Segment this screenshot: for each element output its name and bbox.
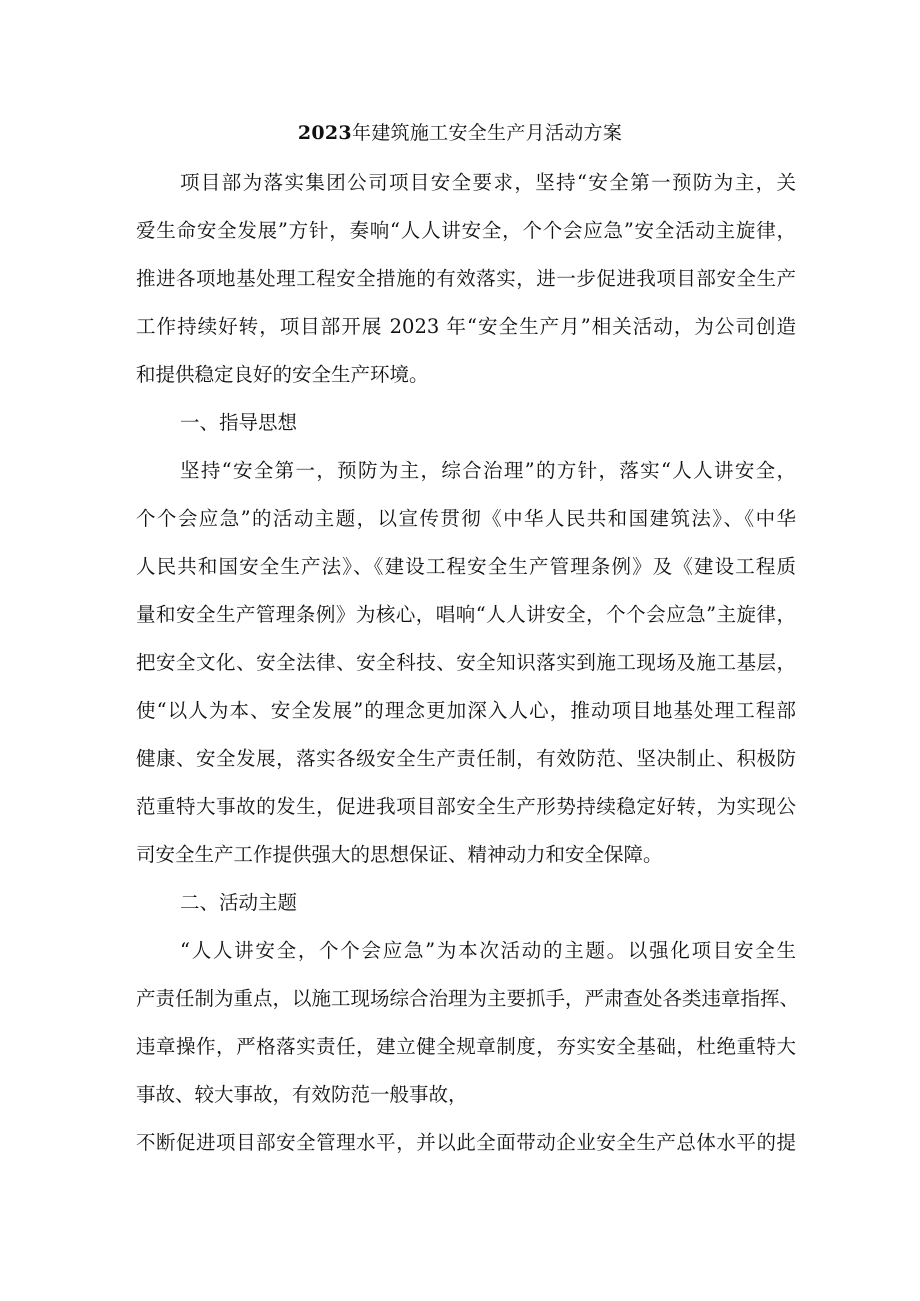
section-heading: 一、指导思想	[180, 411, 298, 434]
paragraph-line: 健康、安全发展，落实各级安全生产责任制，有效防范、坚决制止、积极防	[136, 747, 796, 770]
paragraph-line: “人人讲安全，个个会应急”为本次活动的主题。以强化项目安全生	[180, 939, 796, 962]
paragraph-line: 违章操作，严格落实责任，建立健全规章制度，夯实安全基础，杜绝重特大	[136, 1035, 796, 1058]
paragraph-line: 量和安全生产管理条例》为核心，唱响“人人讲安全，个个会应急”主旋律，	[136, 603, 796, 626]
paragraph-line: 个个会应急”的活动主题，以宣传贯彻《中华人民共和国建筑法》、《中华	[136, 507, 796, 530]
document-title	[0, 118, 920, 145]
paragraph-line: 产责任制为重点，以施工现场综合治理为主要抓手，严肃查处各类违章指挥、	[136, 987, 800, 1010]
paragraph-line: 工作持续好转，项目部开展 2023 年“安全生产月”相关活动，为公司创造	[136, 315, 796, 338]
paragraph-line: 项目部为落实集团公司项目安全要求，坚持“安全第一预防为主，关	[180, 171, 796, 194]
paragraph-line: 坚持“安全第一，预防为主，综合治理”的方针，落实“人人讲安全，	[180, 459, 796, 482]
paragraph-line: 司安全生产工作提供强大的思想保证、精神动力和安全保障。	[136, 843, 663, 866]
paragraph-line: 范重特大事故的发生，促进我项目部安全生产形势持续稳定好转，为实现公	[136, 795, 796, 818]
paragraph-line: 推进各项地基处理工程安全措施的有效落实，进一步促进我项目部安全生产	[136, 267, 796, 290]
paragraph-line: 和提供稳定良好的安全生产环境。	[136, 363, 429, 386]
title-year: 2023	[297, 122, 352, 144]
paragraph-line: 把安全文化、安全法律、安全科技、安全知识落实到施工现场及施工基层，	[136, 651, 796, 674]
paragraph-line: 人民共和国安全生产法》、《建设工程安全生产管理条例》及《建设工程质	[136, 555, 796, 578]
paragraph-line: 使“以人为本、安全发展”的理念更加深入人心，推动项目地基处理工程部	[136, 699, 796, 722]
paragraph-line: 爱生命安全发展”方针，奏响“人人讲安全，个个会应急”安全活动主旋律，	[136, 219, 796, 242]
title-text: 年建筑施工安全生产月活动方案	[351, 122, 623, 144]
paragraph-line: 事故、较大事故，有效防范一般事故，	[136, 1083, 468, 1106]
section-heading: 二、活动主题	[180, 891, 298, 914]
paragraph-line: 不断促进项目部安全管理水平，并以此全面带动企业安全生产总体水平的提	[136, 1131, 796, 1154]
